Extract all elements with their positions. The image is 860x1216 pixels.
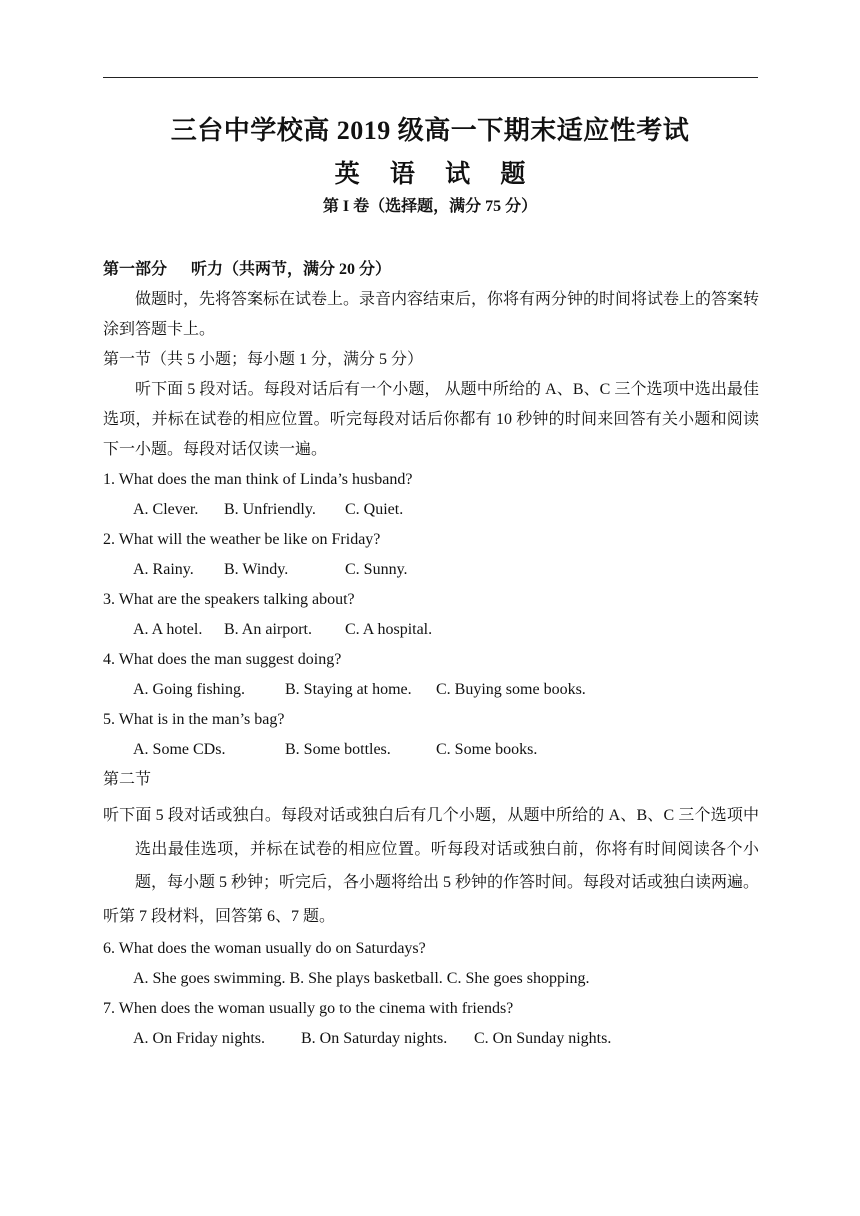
exam-body xyxy=(103,255,759,1054)
question-3: 3. What are the speakers talking about? xyxy=(103,591,355,608)
part1-heading xyxy=(103,255,759,285)
question-5: 5. What is in the man’s bag? xyxy=(103,711,285,728)
option-a: A. A hotel. xyxy=(133,621,203,638)
option-b: B. An airport. xyxy=(224,621,312,638)
part1-intro: 做题时，先将答案标在试卷上。录音内容结束后，你将有两分钟的时间将试卷上的答案转涂到答题卡上。 xyxy=(103,291,760,338)
question-7-options xyxy=(103,1024,759,1054)
option-b: B. On Saturday nights. xyxy=(301,1029,448,1047)
material-note: 听第 7 段材料，回答第 6、7 题。 xyxy=(103,907,336,925)
header-rule xyxy=(103,77,758,78)
option-a: A. Some CDs. xyxy=(133,741,226,758)
section2-instructions: 听下面 5 段对话或独白。每段对话或独白后有几个小题，从题中所给的 A、B、C 三个选项中选出最佳选项，并标在试卷的相应位置。听每段对话或独白前，你将有时间阅读各个小题，每小题 5 秒钟；听完后，各小题将给出 5 秒钟的作答时间。每段对话或独白读两遍。 xyxy=(103,807,760,891)
option-b: B. Some bottles. xyxy=(285,741,391,758)
section2-heading: 第二节 xyxy=(103,771,152,788)
option-c: C. She goes shopping. xyxy=(446,969,590,987)
section1-instructions: 听下面 5 段对话。每段对话后有一个小题， 从题中所给的 A、B、C 三个选项中选出最佳选项，并标在试卷的相应位置。听完每段对话后你都有 10 秒钟的时间来回答有关小题和阅读下一小题。每段对话仅读一遍。 xyxy=(103,381,759,458)
section1-heading: 第一节（共 5 小题；每小题 1 分，满分 5 分） xyxy=(103,351,424,368)
option-a: A. She goes swimming. xyxy=(133,969,286,987)
question-5-options xyxy=(103,735,759,765)
question-2: 2. What will the weather be like on Friday? xyxy=(103,531,381,548)
question-1: 1. What does the man think of Linda’s husband? xyxy=(103,471,413,488)
question-6: 6. What does the woman usually do on Saturdays? xyxy=(103,939,426,957)
volume-label: 第 I 卷（选择题，满分 75 分） xyxy=(322,198,538,215)
option-b: B. Staying at home. xyxy=(285,681,412,698)
question-4-options xyxy=(103,675,759,705)
option-c: C. Sunny. xyxy=(345,561,408,578)
option-a: A. Clever. xyxy=(133,501,199,518)
exam-title: 三台中学校高 2019 级高一下期末适应性考试 xyxy=(170,116,690,145)
part1-heading-a: 第一部分 xyxy=(103,261,168,278)
question-4: 4. What does the man suggest doing? xyxy=(103,651,342,668)
option-c: C. Quiet. xyxy=(345,501,404,518)
option-b: B. She plays basketball. xyxy=(289,969,443,987)
option-b: B. Unfriendly. xyxy=(224,501,316,518)
option-a: A. Rainy. xyxy=(133,561,194,578)
exam-subtitle: 英 语 试 题 xyxy=(334,161,538,188)
option-a: A. On Friday nights. xyxy=(133,1029,265,1047)
option-c: C. Some books. xyxy=(436,741,538,758)
option-c: C. Buying some books. xyxy=(436,681,586,698)
question-1-options xyxy=(103,495,759,525)
option-a: A. Going fishing. xyxy=(133,681,245,698)
option-b: B. Windy. xyxy=(224,561,289,578)
option-c: C. On Sunday nights. xyxy=(474,1029,612,1047)
question-2-options xyxy=(103,555,759,585)
question-7: 7. When does the woman usually go to the cinema with friends? xyxy=(103,999,514,1017)
question-6-options xyxy=(103,964,759,994)
question-3-options xyxy=(103,615,759,645)
part1-heading-b: 听力（共两节，满分 20 分） xyxy=(191,261,392,278)
option-c: C. A hospital. xyxy=(345,621,433,638)
